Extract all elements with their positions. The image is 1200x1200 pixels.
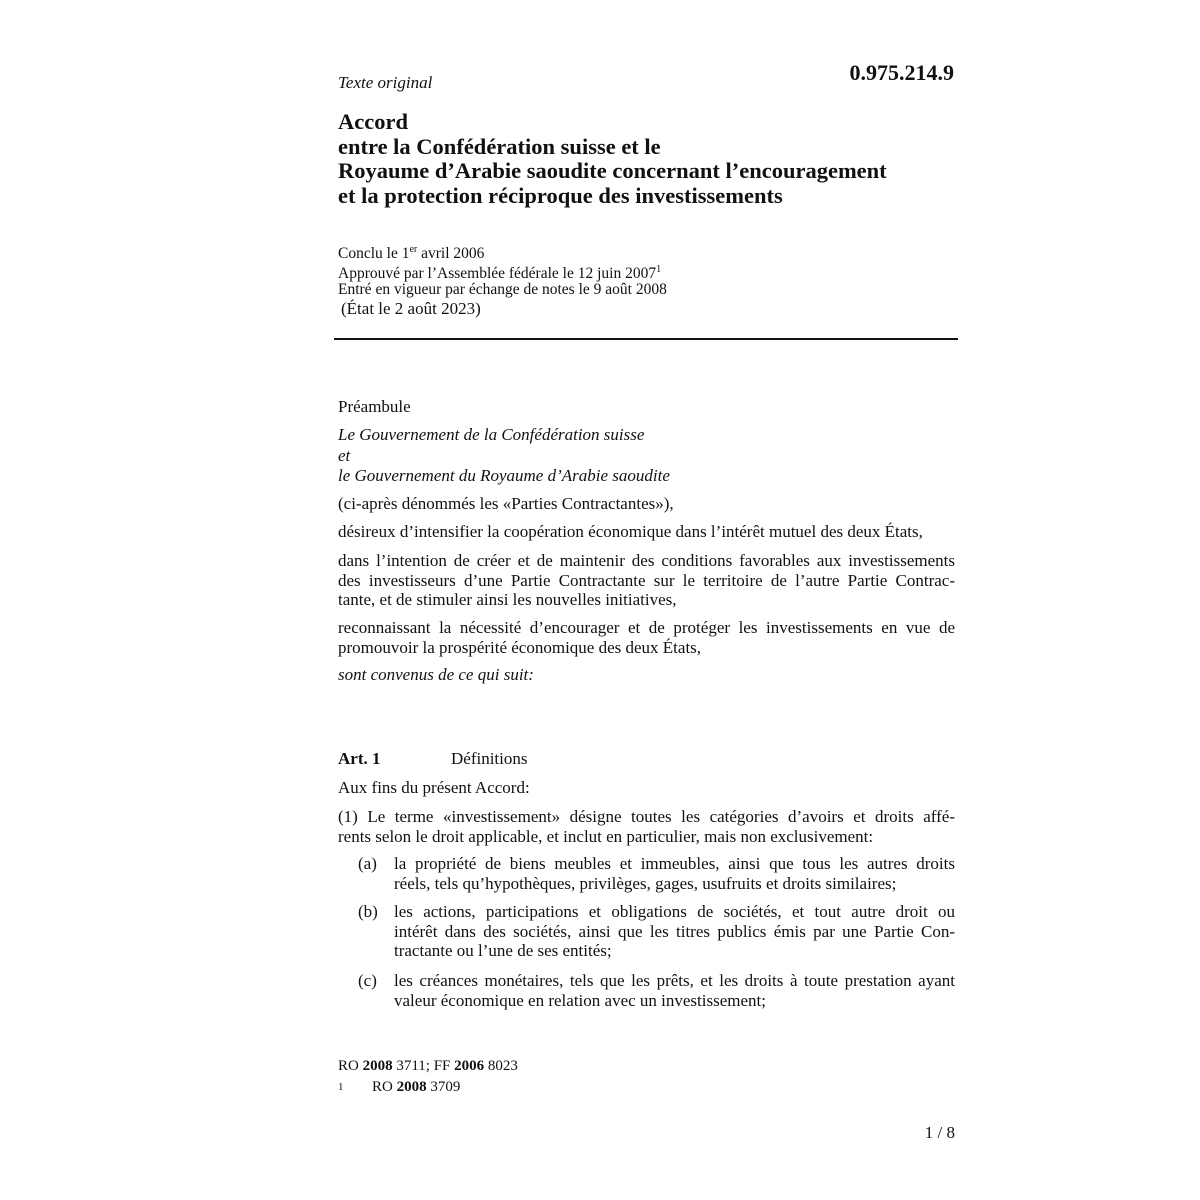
footnote-ref[interactable]: 1 — [656, 264, 662, 276]
title-line-3: Royaume d’Arabie saoudite concernant l’encouragement — [338, 158, 887, 183]
publication-reference: RO 2008 3711; FF 2006 8023 — [338, 1058, 518, 1074]
document-title — [338, 110, 955, 208]
list-item — [358, 971, 955, 1011]
approval-date: Approuvé par l’Assemblée fédérale le 12 juin 2007$^1$ — [338, 264, 662, 283]
article-number: Art. 1 — [338, 749, 381, 768]
preamble-para-3: dans l’intention de créer et de maintenir des conditions favorables aux investissements des investisseurs d’une Partie Contractante sur le territoire de l’autre Partie Contrac- tante, et de stimuler ainsi les nouvelles initiatives, — [338, 551, 955, 609]
entry-into-force: Entré en vigueur par échange de notes le 9 août 2008 — [338, 281, 667, 299]
preamble-heading: Préambule — [338, 397, 411, 416]
list-item-text: la propriété de biens meubles et immeubles, ainsi que tous les autres droits réels, tels qu’hypothèques, privilèges, gages, usufruits et droits similaires; — [394, 854, 955, 893]
list-item-text: les actions, participations et obligations de sociétés, et tout autre droit ou intérêt dans des sociétés, ainsi que les titres publics émis par une Partie Con- tractante ou l’une de ses entités; — [394, 902, 955, 960]
list-item — [358, 854, 955, 894]
list-item-label: (b) — [358, 902, 378, 921]
list-item — [358, 902, 955, 962]
preamble-para-1: (ci-après dénommés les «Parties Contractantes»), — [338, 494, 674, 513]
article-1-intro: Aux fins du présent Accord: — [338, 778, 530, 797]
article-1-heading — [338, 749, 955, 769]
footnotes — [338, 1056, 955, 1098]
list-item-label: (a) — [358, 854, 377, 873]
title-line-4: et la protection réciproque des investissements — [338, 182, 783, 208]
preamble-para-5: sont convenus de ce qui suit: — [338, 665, 534, 684]
preamble-para-4: reconnaissant la nécessité d’encourager et de protéger les investissements en vue de promouvoir la prospérité économique des deux États, — [338, 618, 955, 657]
original-text-label: Texte original — [338, 73, 433, 92]
article-1-para-1: (1) Le terme «investissement» désigne toutes les catégories d’avoirs et droits affé- rents selon le droit applicable, et inclut en particulier, mais non exclusivement: — [338, 807, 955, 846]
concluded-date: Conclu le 1er avril 2006 — [338, 244, 485, 263]
footnote-1: 1 RO 2008 3709 — [338, 1079, 461, 1095]
sr-number: 0.975.214.9 — [849, 60, 954, 85]
title-line-1: Accord — [338, 109, 408, 134]
list-item-label: (c) — [358, 971, 377, 990]
title-line-2: entre la Confédération suisse et le — [338, 133, 661, 159]
preamble-and: et — [338, 446, 351, 465]
preamble-para-2: désireux d’intensifier la coopération économique dans l’intérêt mutuel des deux États, — [338, 522, 923, 541]
document-metadata — [338, 242, 955, 298]
preamble-party-ch: Le Gouvernement de la Confédération suisse — [338, 425, 645, 444]
article-title: Définitions — [451, 749, 528, 768]
list-item-text: les créances monétaires, tels que les prêts, et les droits à toute prestation ayant valeur économique en relation avec un investissement; — [394, 971, 955, 1010]
status-date: (État le 2 août 2023) — [341, 299, 481, 318]
page-number: 1 / 8 — [924, 1123, 955, 1142]
header-divider — [334, 338, 958, 340]
preamble-party-sa: le Gouvernement du Royaume d’Arabie saoudite — [338, 466, 670, 485]
